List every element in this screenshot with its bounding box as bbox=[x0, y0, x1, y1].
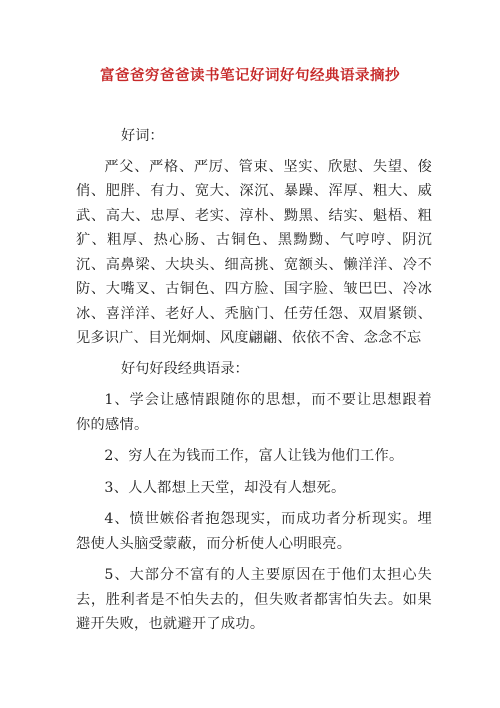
good-words-list: 严父、严格、严厉、管束、坚实、欣慰、失望、俊俏、肥胖、有力、宽大、深沉、暴躁、浑厚、粗大、威武、高大、忠厚、老实、淳朴、黝黑、结实、魁梧、粗犷、粗厚、热心肠、古铜色、黑黝黝、气哼哼、阴沉沉、高鼻梁、大块头、细高挑、宽额头、懒洋洋、冷不防、大嘴叉、古铜色、四方脸、国字脸、皱巴巴、冷冰冰、喜洋洋、老好人、秃脑门、任劳任怨、双眉紧锁、见多识广、目光炯炯、风度翩翩、依依不舍、念念不忘 bbox=[76, 158, 432, 346]
good-sentences-heading: 好句好段经典语录： bbox=[121, 360, 249, 377]
good-words-heading: 好词： bbox=[121, 128, 164, 144]
document-body bbox=[76, 124, 432, 637]
quote-item: 3、人人都想上天堂，却没有人想死。 bbox=[104, 479, 346, 496]
page-title: 富爸爸穷爸爸读书笔记好词好句经典语录摘抄 bbox=[100, 68, 400, 84]
quote-item: 4、愤世嫉俗者抱怨现实，而成功者分析现实。埋怨使人头脑受蒙蔽，而分析使人心明眼亮。 bbox=[76, 511, 432, 552]
quote-item: 1、学会让感情跟随你的思想，而不要让思想跟着你的感情。 bbox=[76, 392, 432, 433]
quote-item: 2、穷人在为钱而工作，富人让钱为他们工作。 bbox=[104, 448, 404, 464]
quote-item: 5、大部分不富有的人主要原因在于他们太担心失去，胜利者是不怕失去的，但失败者都害怕失去。如果避开失败，也就避开了成功。 bbox=[76, 567, 432, 632]
